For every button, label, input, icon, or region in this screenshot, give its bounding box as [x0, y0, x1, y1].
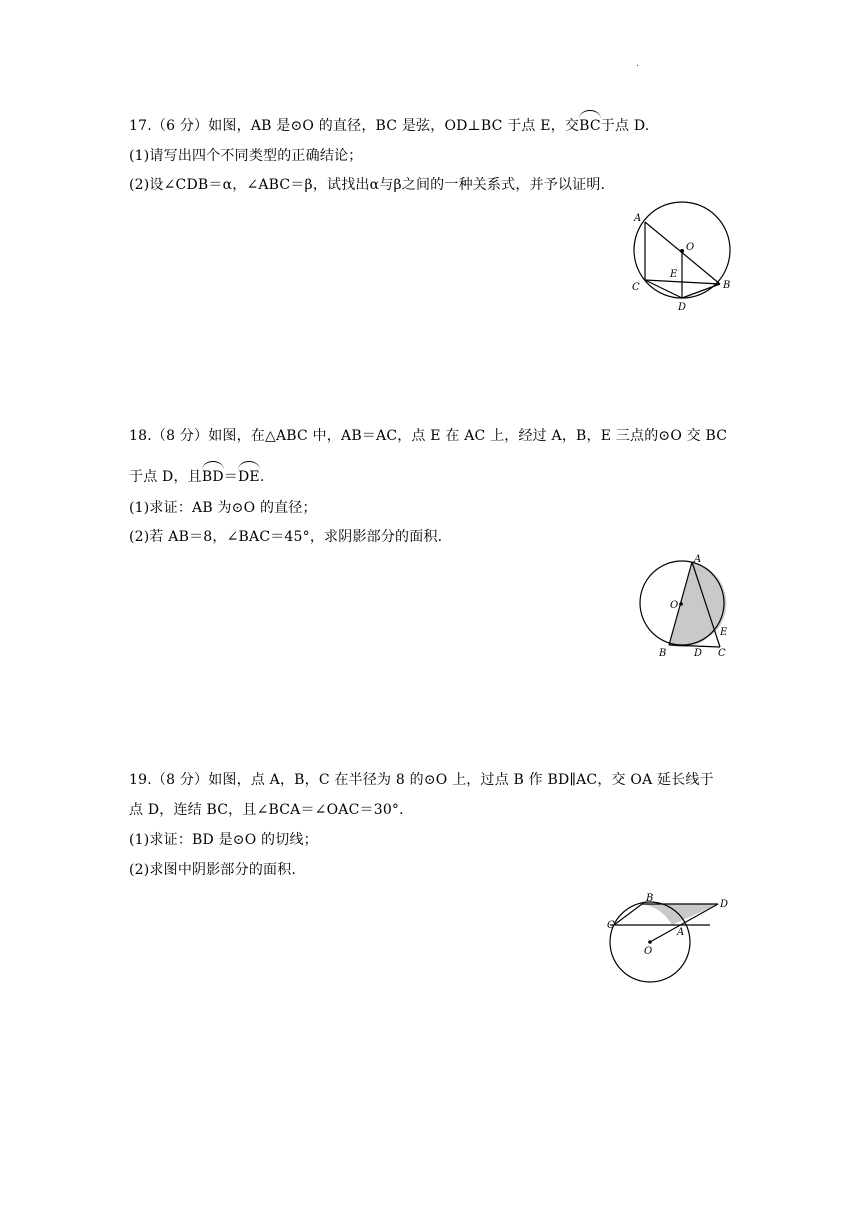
q18-figure: [630, 550, 740, 660]
q19-figure: [600, 890, 740, 990]
q17-label-a: A: [634, 213, 642, 224]
q18-label-d: D: [694, 648, 703, 659]
q18-label-b: B: [659, 648, 667, 659]
q19-chord-cb: [614, 904, 642, 925]
q17-stem: 17.（6 分）如图，AB 是⊙O 的直径，BC 是弦，OD⊥BC 于点 E，交BC于点 D.: [129, 118, 650, 134]
q18-center-dot: [679, 602, 683, 606]
q17-label-o: O: [686, 242, 695, 253]
q19-part2: (2)求图中阴影部分的面积.: [129, 862, 297, 878]
q17-label-e: E: [670, 269, 678, 280]
q17-part1: (1)请写出四个不同类型的正确结论；: [129, 148, 363, 164]
arc-de: DE: [238, 469, 260, 485]
q19-stem: 19.（8 分）如图，点 A，B，C 在半径为 8 的⊙O 上，过点 B 作 BD∥AC，交 OA 延长线于: [129, 772, 714, 788]
page-mark: .: [636, 58, 640, 69]
arc-bc: BC: [579, 118, 601, 134]
q18-label-o: O: [670, 600, 679, 611]
q18-stem-cont: 于点 D，且BD＝DE.: [129, 469, 265, 485]
q18-part1: (1)求证：AB 为⊙O 的直径；: [129, 500, 317, 516]
q17-chord-cd: [645, 280, 682, 298]
q17-center-dot: [680, 249, 684, 253]
q19-label-a: A: [677, 927, 685, 938]
arc-bd: BD: [201, 469, 224, 485]
q18-label-e: E: [720, 627, 728, 638]
q17-figure: [620, 200, 750, 320]
q17-label-d: D: [678, 302, 687, 313]
q19-label-b: B: [646, 893, 654, 904]
q19-shaded-region: [642, 904, 718, 925]
q19-label-c: C: [607, 920, 615, 931]
q19-center-dot: [648, 940, 652, 944]
q19-part1: (1)求证：BD 是⊙O 的切线；: [129, 832, 318, 848]
q17-label-c: C: [632, 282, 640, 293]
q17-part2: (2)设∠CDB＝α，∠ABC＝β，试找出α与β之间的一种关系式，并予以证明.: [129, 177, 606, 193]
q19-label-o: O: [644, 946, 653, 957]
q17-label-b: B: [723, 280, 731, 291]
q18-label-c: C: [718, 648, 726, 659]
q18-part2: (2)若 AB＝8，∠BAC＝45°，求阴影部分的面积.: [129, 529, 443, 545]
q18-stem: 18.（8 分）如图，在△ABC 中，AB＝AC，点 E 在 AC 上，经过 A，B，E 三点的⊙O 交 BC: [129, 428, 728, 444]
q18-label-a: A: [694, 554, 702, 565]
q19-stem-cont: 点 D，连结 BC，且∠BCA＝∠OAC＝30°.: [129, 802, 404, 818]
q19-label-d: D: [720, 899, 729, 910]
q17-chord-db: [682, 284, 720, 298]
